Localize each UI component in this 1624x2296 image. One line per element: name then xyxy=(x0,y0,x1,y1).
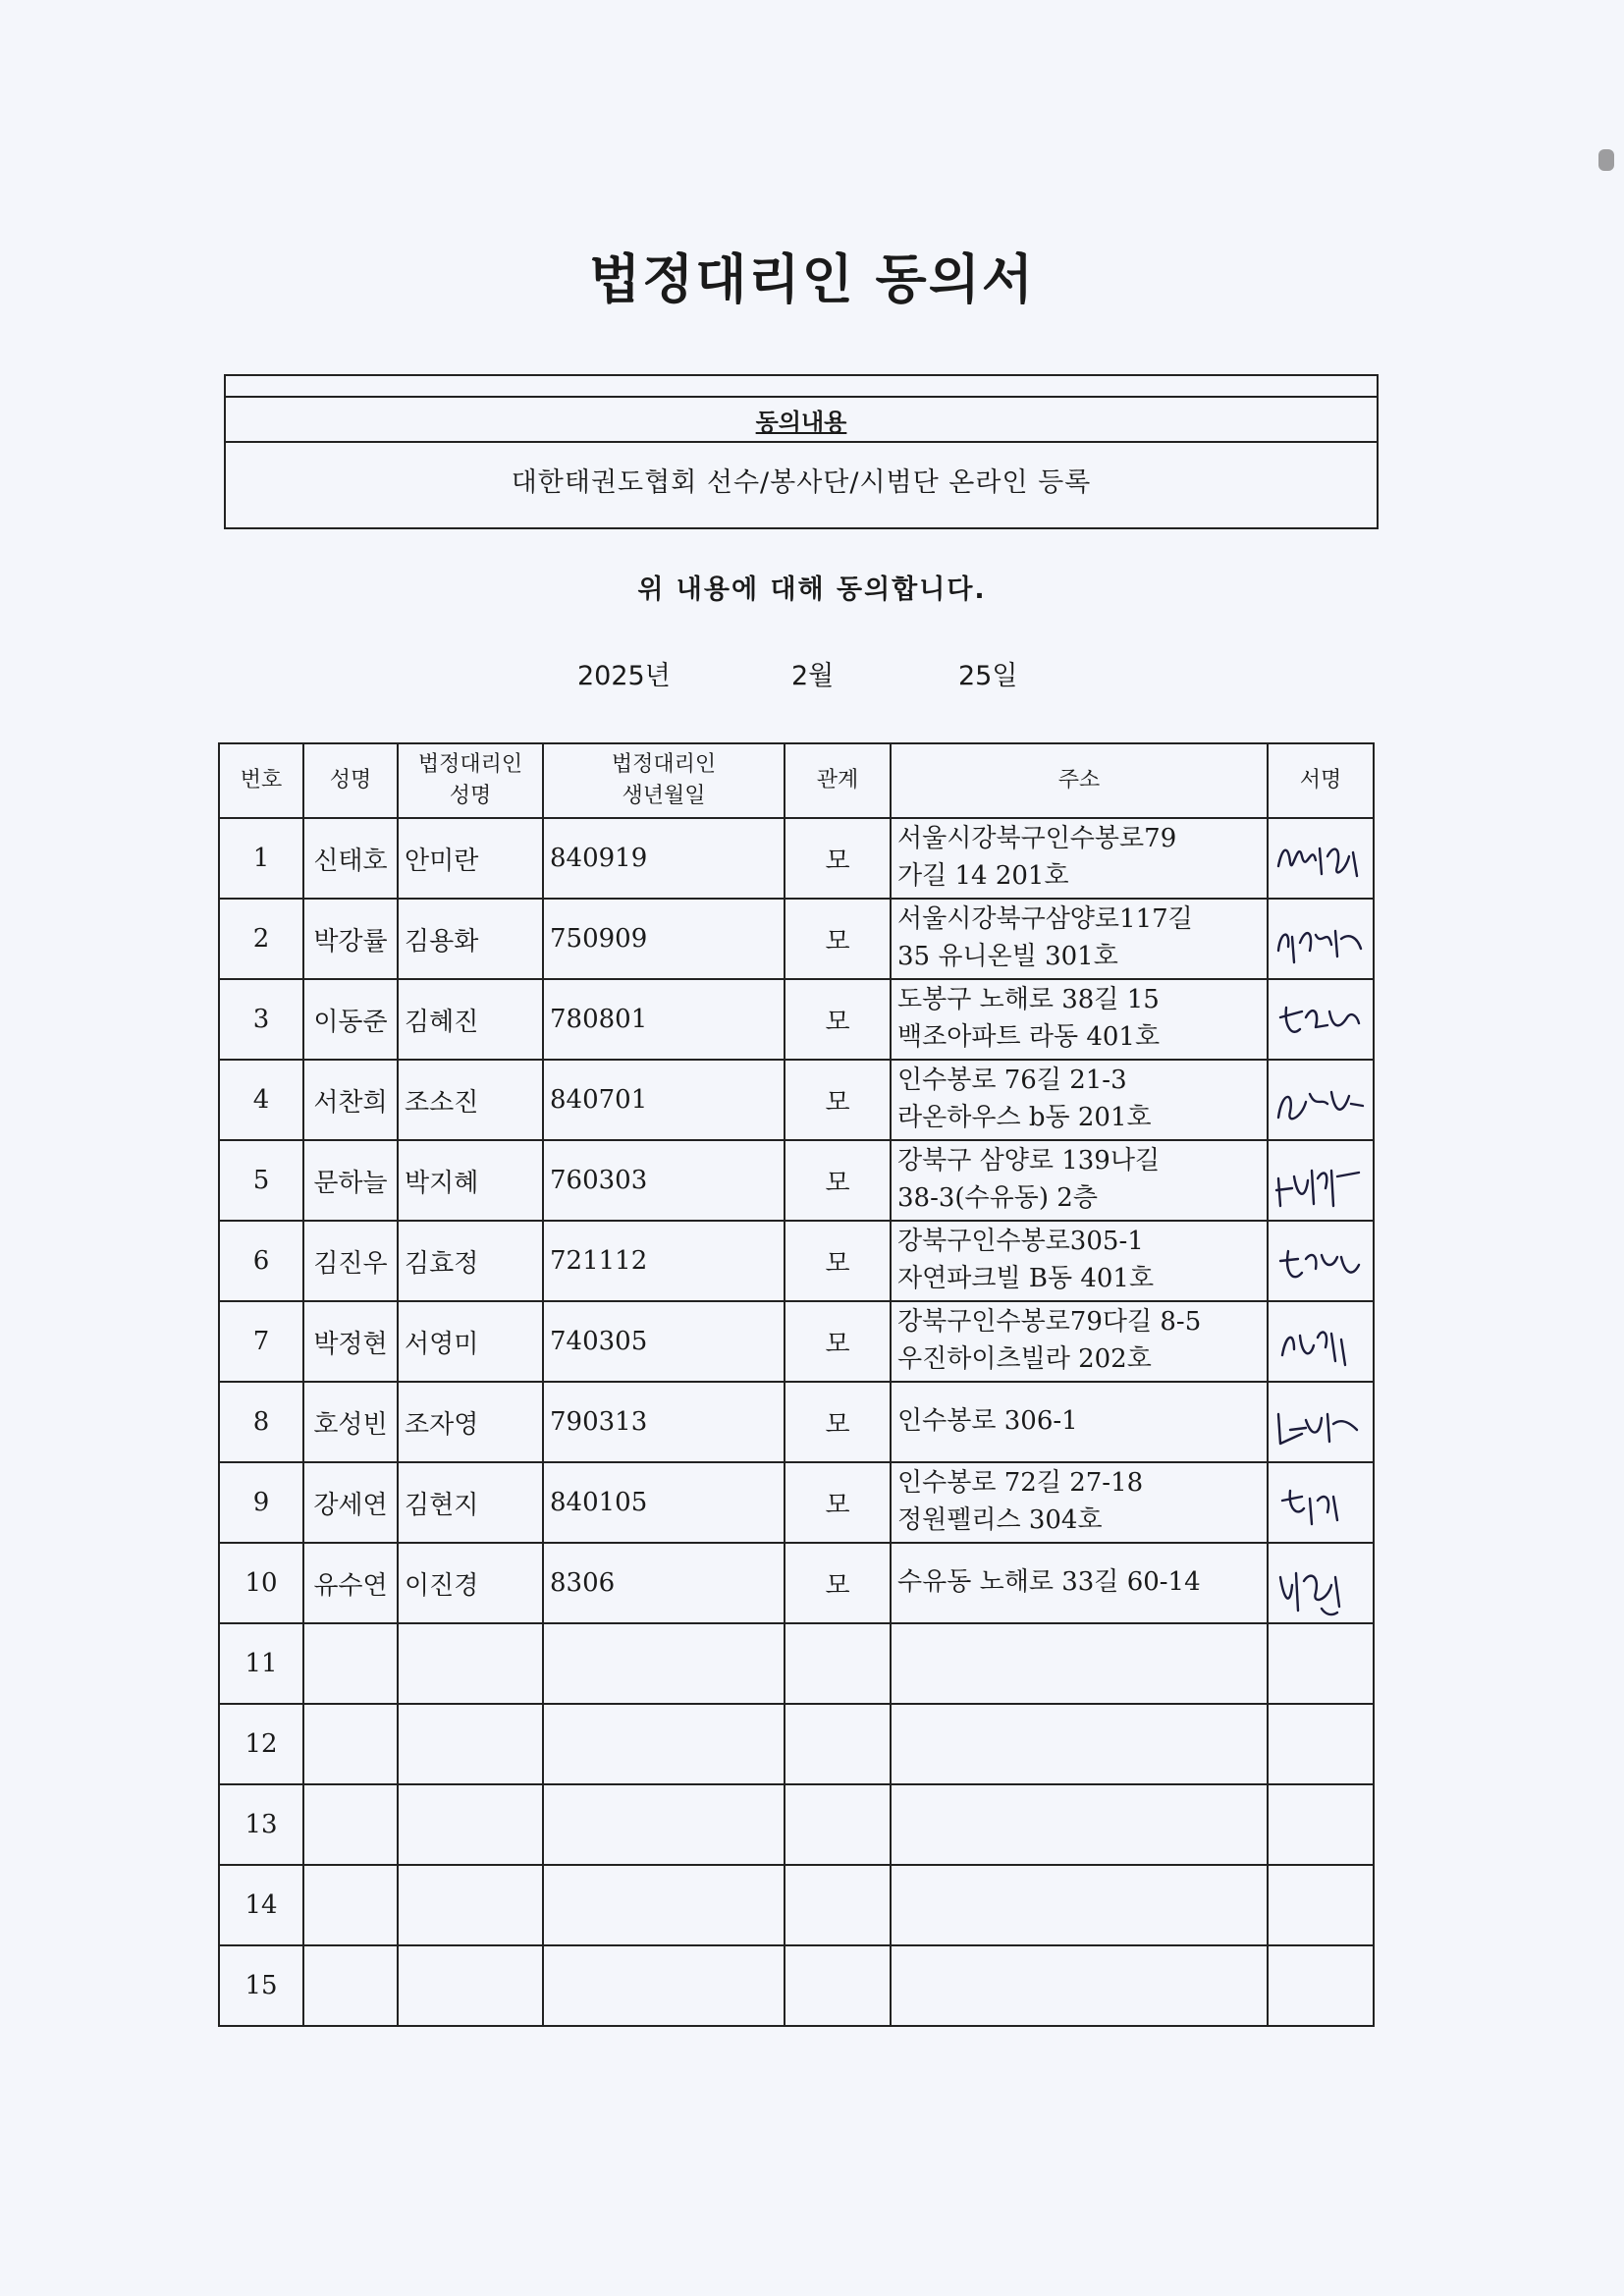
guardian-birthdate: 8306 xyxy=(543,1543,785,1623)
row-number: 2 xyxy=(219,899,303,979)
header-address: 주소 xyxy=(891,743,1268,818)
table-row xyxy=(219,1543,1374,1623)
address: 인수봉로 72길 27-18 정원펠리스 304호 xyxy=(891,1462,1268,1543)
guardian-birthdate xyxy=(543,1704,785,1784)
guardian-name: 조자영 xyxy=(398,1382,543,1462)
relation: 모 xyxy=(785,1221,891,1301)
guardian-birthdate: 790313 xyxy=(543,1382,785,1462)
row-number: 12 xyxy=(219,1704,303,1784)
guardian-name: 안미란 xyxy=(398,818,543,899)
table-row xyxy=(219,1462,1374,1543)
table-row xyxy=(219,818,1374,899)
handwritten-signature xyxy=(1272,1230,1367,1294)
signature-cell xyxy=(1268,1060,1374,1140)
table-row xyxy=(219,899,1374,979)
handwritten-signature xyxy=(1272,988,1367,1053)
participant-name: 서찬희 xyxy=(303,1060,398,1140)
row-number: 14 xyxy=(219,1865,303,1945)
relation: 모 xyxy=(785,899,891,979)
guardian-birthdate: 721112 xyxy=(543,1221,785,1301)
guardian-birthdate xyxy=(543,1784,785,1865)
date-day: 25일 xyxy=(958,661,1018,691)
handwritten-signature xyxy=(1272,1471,1367,1536)
address: 수유동 노해로 33길 60-14 xyxy=(891,1543,1268,1623)
address xyxy=(891,1623,1268,1704)
address: 도봉구 노해로 38길 15 백조아파트 라동 401호 xyxy=(891,979,1268,1060)
handwritten-signature xyxy=(1272,1391,1367,1455)
participant-name xyxy=(303,1623,398,1704)
signature-cell xyxy=(1268,1221,1374,1301)
handwritten-signature xyxy=(1272,907,1367,972)
table-row xyxy=(219,1784,1374,1865)
table-row xyxy=(219,1704,1374,1784)
header-signature: 서명 xyxy=(1268,743,1374,818)
relation: 모 xyxy=(785,818,891,899)
guardian-birthdate: 740305 xyxy=(543,1301,785,1382)
agreement-statement: 위 내용에 대해 동의합니다. xyxy=(637,574,987,605)
table-row xyxy=(219,1140,1374,1221)
participant-name: 문하늘 xyxy=(303,1140,398,1221)
participant-name: 유수연 xyxy=(303,1543,398,1623)
signature-cell xyxy=(1268,1865,1374,1945)
guardian-birthdate: 840701 xyxy=(543,1060,785,1140)
guardian-birthdate: 840919 xyxy=(543,818,785,899)
table-row xyxy=(219,1060,1374,1140)
table-row xyxy=(219,1382,1374,1462)
guardian-birthdate xyxy=(543,1945,785,2026)
relation: 모 xyxy=(785,1301,891,1382)
row-number: 13 xyxy=(219,1784,303,1865)
relation: 모 xyxy=(785,1140,891,1221)
signature-cell xyxy=(1268,899,1374,979)
participant-name xyxy=(303,1945,398,2026)
signature-cell xyxy=(1268,979,1374,1060)
guardian-name xyxy=(398,1945,543,2026)
address: 강북구인수봉로79다길 8-5 우진하이츠빌라 202호 xyxy=(891,1301,1268,1382)
row-number: 10 xyxy=(219,1543,303,1623)
relation xyxy=(785,1704,891,1784)
guardian-name: 박지혜 xyxy=(398,1140,543,1221)
handwritten-signature xyxy=(1272,1149,1367,1214)
signature-cell xyxy=(1268,1543,1374,1623)
header-guardian-birth xyxy=(543,743,785,818)
signature-cell xyxy=(1268,1945,1374,2026)
relation xyxy=(785,1623,891,1704)
signature-cell xyxy=(1268,1301,1374,1382)
header-guardian-birth-line1: 법정대리인 xyxy=(611,752,717,778)
guardian-name xyxy=(398,1784,543,1865)
consent-content-box xyxy=(224,374,1379,529)
participant-name xyxy=(303,1865,398,1945)
signature-cell xyxy=(1268,818,1374,899)
relation xyxy=(785,1865,891,1945)
guardian-birthdate xyxy=(543,1865,785,1945)
relation: 모 xyxy=(785,1060,891,1140)
table-row xyxy=(219,979,1374,1060)
address: 강북구 삼양로 139나길 38-3(수유동) 2층 xyxy=(891,1140,1268,1221)
header-guardian-name-line1: 법정대리인 xyxy=(417,752,523,778)
guardian-birthdate: 750909 xyxy=(543,899,785,979)
guardian-name xyxy=(398,1865,543,1945)
guardian-name xyxy=(398,1704,543,1784)
consent-text: 대한태권도협회 선수/봉사단/시범단 온라인 등록 xyxy=(511,466,1092,498)
date-month: 2월 xyxy=(791,661,835,691)
guardian-birthdate: 780801 xyxy=(543,979,785,1060)
address: 서울시강북구인수봉로79 가길 14 201호 xyxy=(891,818,1268,899)
table-row xyxy=(219,1945,1374,2026)
consent-header xyxy=(226,396,1377,443)
signature-cell xyxy=(1268,1704,1374,1784)
address xyxy=(891,1865,1268,1945)
participant-name: 강세연 xyxy=(303,1462,398,1543)
guardian-roster-table xyxy=(218,742,1375,2027)
guardian-birthdate: 760303 xyxy=(543,1140,785,1221)
signature-cell xyxy=(1268,1462,1374,1543)
header-name: 성명 xyxy=(303,743,398,818)
signature-cell xyxy=(1268,1140,1374,1221)
guardian-name xyxy=(398,1623,543,1704)
header-relation: 관계 xyxy=(785,743,891,818)
handwritten-signature xyxy=(1272,1310,1367,1375)
row-number: 9 xyxy=(219,1462,303,1543)
relation: 모 xyxy=(785,979,891,1060)
guardian-name: 서영미 xyxy=(398,1301,543,1382)
consent-header-label: 동의내용 xyxy=(755,408,847,436)
header-no: 번호 xyxy=(219,743,303,818)
participant-name: 박정현 xyxy=(303,1301,398,1382)
roster-body xyxy=(219,818,1374,2026)
address: 인수봉로 306-1 xyxy=(891,1382,1268,1462)
relation xyxy=(785,1784,891,1865)
table-row xyxy=(219,1301,1374,1382)
guardian-birthdate xyxy=(543,1623,785,1704)
header-guardian-name-line2: 성명 xyxy=(449,784,492,808)
row-number: 5 xyxy=(219,1140,303,1221)
handwritten-signature xyxy=(1272,1552,1367,1616)
relation: 모 xyxy=(785,1543,891,1623)
document-title: 법정대리인 동의서 xyxy=(588,248,1036,310)
relation: 모 xyxy=(785,1382,891,1462)
row-number: 6 xyxy=(219,1221,303,1301)
guardian-name: 김용화 xyxy=(398,899,543,979)
guardian-name: 조소진 xyxy=(398,1060,543,1140)
guardian-name: 김현지 xyxy=(398,1462,543,1543)
address xyxy=(891,1784,1268,1865)
address xyxy=(891,1704,1268,1784)
header-guardian-birth-line2: 생년월일 xyxy=(622,784,706,808)
header-guardian-name xyxy=(398,743,543,818)
handwritten-signature xyxy=(1272,827,1367,892)
table-header-row xyxy=(219,743,1374,818)
participant-name: 신태호 xyxy=(303,818,398,899)
date-year: 2025년 xyxy=(577,661,671,691)
table-row xyxy=(219,1623,1374,1704)
guardian-name: 이진경 xyxy=(398,1543,543,1623)
address: 서울시강북구삼양로117길 35 유니온빌 301호 xyxy=(891,899,1268,979)
address: 강북구인수봉로305-1 자연파크빌 B동 401호 xyxy=(891,1221,1268,1301)
row-number: 7 xyxy=(219,1301,303,1382)
guardian-name: 김혜진 xyxy=(398,979,543,1060)
relation: 모 xyxy=(785,1462,891,1543)
participant-name xyxy=(303,1704,398,1784)
row-number: 4 xyxy=(219,1060,303,1140)
address: 인수봉로 76길 21-3 라온하우스 b동 201호 xyxy=(891,1060,1268,1140)
row-number: 8 xyxy=(219,1382,303,1462)
scan-speck xyxy=(1598,149,1614,171)
guardian-birthdate: 840105 xyxy=(543,1462,785,1543)
participant-name: 호성빈 xyxy=(303,1382,398,1462)
table-row xyxy=(219,1865,1374,1945)
signature-cell xyxy=(1268,1784,1374,1865)
row-number: 11 xyxy=(219,1623,303,1704)
handwritten-signature xyxy=(1272,1068,1367,1133)
row-number: 15 xyxy=(219,1945,303,2026)
participant-name xyxy=(303,1784,398,1865)
signature-cell xyxy=(1268,1623,1374,1704)
participant-name: 김진우 xyxy=(303,1221,398,1301)
table-row xyxy=(219,1221,1374,1301)
row-number: 1 xyxy=(219,818,303,899)
participant-name: 이동준 xyxy=(303,979,398,1060)
row-number: 3 xyxy=(219,979,303,1060)
address xyxy=(891,1945,1268,2026)
guardian-name: 김효정 xyxy=(398,1221,543,1301)
relation xyxy=(785,1945,891,2026)
signature-cell xyxy=(1268,1382,1374,1462)
participant-name: 박강률 xyxy=(303,899,398,979)
